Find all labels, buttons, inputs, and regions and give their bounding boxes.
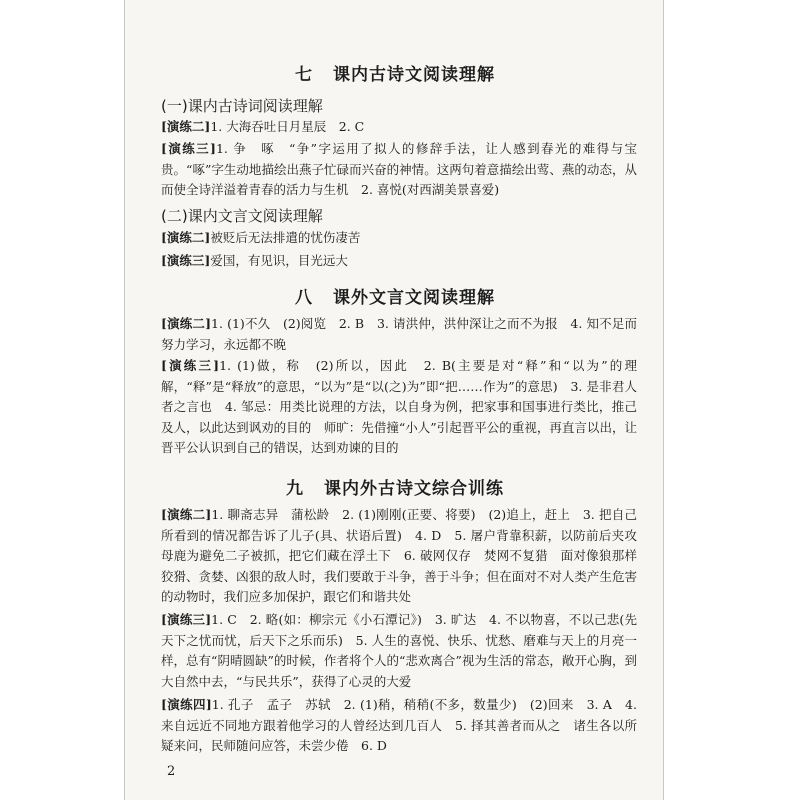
answer-paragraph <box>161 610 637 692</box>
page-number: 2 <box>167 764 176 779</box>
chapter-heading <box>125 60 664 85</box>
answer-text: 1. C 2. 略(如：柳宗元《小石潭记》) 3. 旷达 4. 不以物喜，不以己悲(先天下之忧而忧，后天下之乐而乐) 5. 人生的喜悦、快乐、忧愁、磨难与天上的月亮一样，总有“阴晴圆缺”的时候，作者将个人的“悲欢离合”视为生活的常态，敞开心胸，到大自然中去，“与民共乐”，获得了心灵的大爱 <box>161 612 637 689</box>
exercise-tag: [演练二] <box>161 119 211 134</box>
exercise-tag: [演练三] <box>161 358 220 373</box>
answer-text: 1. 聊斋志异 蒲松龄 2. (1)刚刚(正要、将要) (2)追上，赶上 3. 把自己所看到的情况都告诉了儿子(具、状语后置) 4. D 5. 屠户背靠积薪，以防前后夹攻 母鹿为避免二子被抓，把它们藏在浮土下 6. 破网仅存 焚网不复猎 面对像狼那样狡猾、贪婪、凶狠的敌人时，我们要敢于斗争，善于斗争；但在面对不对人类产生危害的动物时，我们应多加保护，跟它们和谐共处 <box>161 507 650 604</box>
answer-text: 1. (1)不久 (2)阅览 2. B 3. 请洪仲，洪仲深让之而不为报 4. 知不足而努力学习，永远都不晚 <box>161 316 637 352</box>
exercise-tag: [演练二] <box>161 230 211 245</box>
chapter-heading <box>125 283 664 308</box>
answer-paragraph <box>161 139 637 201</box>
exercise-tag: [演练三] <box>161 612 212 627</box>
answer-text: 被贬后无法排遣的忧伤凄苦 <box>210 230 361 245</box>
chapter-title: 课内古诗文阅读理解 <box>333 65 495 85</box>
chapter-title: 课外文言文阅读理解 <box>333 288 495 308</box>
chapter-title: 课内外古诗文综合训练 <box>324 479 504 499</box>
chapter-number: 七 <box>295 65 313 85</box>
chapter-number: 九 <box>286 479 304 499</box>
document-page <box>124 0 664 800</box>
answer-paragraph <box>161 251 637 272</box>
answer-text: 1. 争 啄 “争”字运用了拟人的修辞手法，让人感到春光的难得与宝贵。“啄”字生动地描绘出燕子忙碌而兴奋的神情。这两句着意描绘出莺、燕的动态，从而使全诗洋溢着青春的活力与生机 2. 喜悦(对西湖美景喜爱) <box>161 141 637 197</box>
exercise-tag: [演练三] <box>161 253 211 268</box>
exercise-tag: [演练二] <box>161 507 212 522</box>
answer-paragraph <box>161 228 637 249</box>
section-heading: (一)课内古诗词阅读理解 <box>161 97 323 115</box>
answer-paragraph <box>161 117 637 138</box>
answer-text: 1. 孔子 孟子 苏轼 2. (1)稍，稍稍(不多，数量少) (2)回来 3. A 4. 来自远近不同地方跟着他学习的人曾经达到几百人 5. 择其善者而从之 诸生各以所疑来问，民师随问应答，未尝少倦 6. D <box>161 697 637 753</box>
answer-paragraph <box>161 505 650 608</box>
exercise-tag: [演练二] <box>161 316 212 331</box>
answer-text: 1. 大海吞吐日月星辰 2. C <box>210 119 365 134</box>
exercise-tag: [演练三] <box>161 141 216 156</box>
exercise-tag: [演练四] <box>161 697 212 712</box>
answer-paragraph <box>161 356 637 459</box>
chapter-heading <box>125 474 664 499</box>
answer-paragraph <box>161 314 637 355</box>
answer-text: 爱国，有见识，目光远大 <box>210 253 348 268</box>
answer-paragraph <box>161 695 637 757</box>
answer-text: 1. (1)做，称 (2)所以，因此 2. B(主要是对“释”和“以为”的理解，“释”是“释放”的意思，“以为”是“以(之)为”即“把……作为”的意思) 3. 是非君人者之言也 4. 邹忌：用类比说理的方法，以自身为例，把家事和国事进行类比，推己及人，以此达到讽劝的目的 师旷：先借撞“小人”引起晋平公的重视，再直言以出，让晋平公认识到自己的错误，达到劝谏的目的 <box>161 358 637 455</box>
chapter-number: 八 <box>295 288 313 308</box>
section-heading: (二)课内文言文阅读理解 <box>161 207 323 225</box>
